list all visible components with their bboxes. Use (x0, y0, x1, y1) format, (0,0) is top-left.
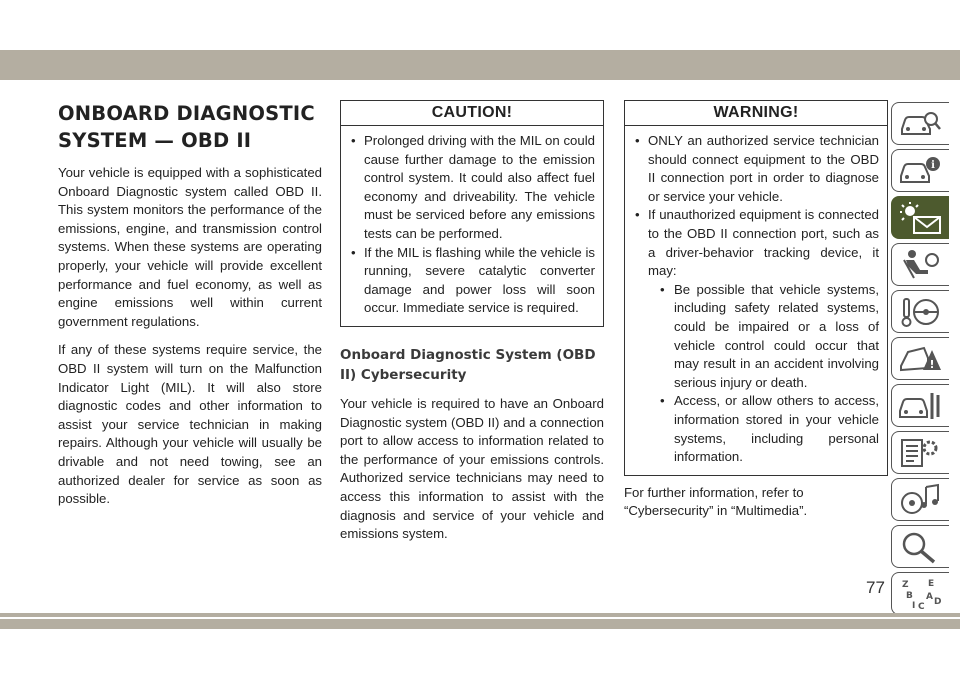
warning-box (624, 100, 888, 476)
section-title-line2: SYSTEM — OBD II (58, 129, 252, 152)
svg-text:!: ! (929, 358, 935, 371)
car-info-icon (898, 154, 942, 188)
warning-subitem: • Access, or allow others to access, information stored in your vehicle systems, including personal information. (660, 392, 879, 466)
steering-wheel-icon (898, 295, 942, 329)
column-right (624, 100, 888, 531)
tab-car-info[interactable] (891, 149, 949, 192)
car-hazard-icon (898, 342, 942, 376)
svg-text:i: i (931, 160, 935, 171)
search-icon (898, 530, 942, 564)
multimedia-music-icon (898, 483, 942, 517)
section-title (58, 100, 322, 154)
svg-text:A: A (926, 592, 933, 602)
further-info-paragraph: For further information, refer to “Cybersecurity” in “Multimedia”. (624, 484, 808, 519)
tab-car-hazard[interactable] (891, 337, 949, 380)
svg-text:E: E (928, 579, 935, 589)
tab-multimedia[interactable] (891, 478, 949, 521)
footer-band (0, 619, 960, 629)
caution-item: • If the MIL is flashing while the vehicle is running, severe catalytic converter damage and power loss will soon occur. Immediate service is required. (351, 244, 595, 318)
svg-text:I: I (912, 601, 916, 611)
section-title-line1: ONBOARD DIAGNOSTIC (58, 102, 315, 125)
svg-text:C: C (918, 602, 925, 611)
seat-airbag-icon (898, 248, 942, 282)
warning-subitem: • Be possible that vehicle systems, including safety related systems, could be impaired or a loss of vehicle control could occur that may result in an accident involving serious injury or death. (660, 281, 879, 393)
tab-search[interactable] (891, 525, 949, 568)
warning-item (635, 206, 879, 466)
service-paragraph: If any of these systems require service, the OBD II system will turn on the Malfunction Indicator Light (MIL). It will also store diagnostic codes and other information to assist your service technician in making repairs. Although your vehicle will usually be drivable and not need towing, see an authorized dealer for service as soon as possible. (58, 342, 322, 507)
warning-item: • ONLY an authorized service technician should connect equipment to the OBD II connection port in order to diagnose or service your vehicle. (635, 132, 879, 206)
tab-car-service[interactable] (891, 384, 949, 427)
index-alphabet-icon (898, 577, 942, 611)
cybersecurity-paragraph: Your vehicle is required to have an Onboard Diagnostic system (OBD II) and a connection port to allow access to information related to the performance of your emissions controls. Authorized service technicians may need to access this information to assist with the diagnosis and service of your vehicle and emissions system. (340, 395, 604, 542)
tab-warning-lights[interactable] (891, 196, 949, 239)
intro-paragraph: Your vehicle is equipped with a sophisticated Onboard Diagnostic system called OBD II. This system monitors the performance of the emissions, engine, and transmission control systems. When these systems are operating properly, your vehicle will provide excellent performance and fuel economy, as well as engine emissions well within current government regulations. (58, 165, 322, 329)
tab-seat-airbag[interactable] (891, 243, 949, 286)
svg-text:D: D (934, 597, 942, 607)
svg-text:B: B (906, 591, 913, 601)
tab-specifications[interactable] (891, 431, 949, 474)
caution-item: • Prolonged driving with the MIL on could cause further damage to the emission control system. It could also affect fuel economy and driveability. The vehicle must be serviced before any emissions tests can be performed. (351, 132, 595, 244)
tab-steering[interactable] (891, 290, 949, 333)
car-service-icon (898, 389, 942, 423)
warning-light-message-icon (898, 201, 942, 235)
caution-box (340, 100, 604, 327)
caution-heading: CAUTION! (341, 101, 603, 126)
footer-rule (0, 613, 960, 617)
column-middle (340, 100, 604, 554)
specifications-gear-icon (898, 436, 942, 470)
warning-heading: WARNING! (625, 101, 887, 126)
chapter-tabs (891, 102, 949, 619)
tab-car-search[interactable] (891, 102, 949, 145)
tab-index[interactable] (891, 572, 949, 615)
car-search-icon (898, 107, 942, 141)
header-band (0, 50, 960, 80)
column-left (58, 100, 322, 519)
page-number: 77 (866, 578, 885, 597)
svg-text:Z: Z (902, 580, 909, 590)
warning-item-text: If unauthorized equipment is connected to the OBD II connection port, such as a driver-behavior tracking device, it may: (648, 207, 879, 279)
subsection-title: Onboard Diagnostic System (OBD II) Cybersecurity (340, 346, 596, 383)
